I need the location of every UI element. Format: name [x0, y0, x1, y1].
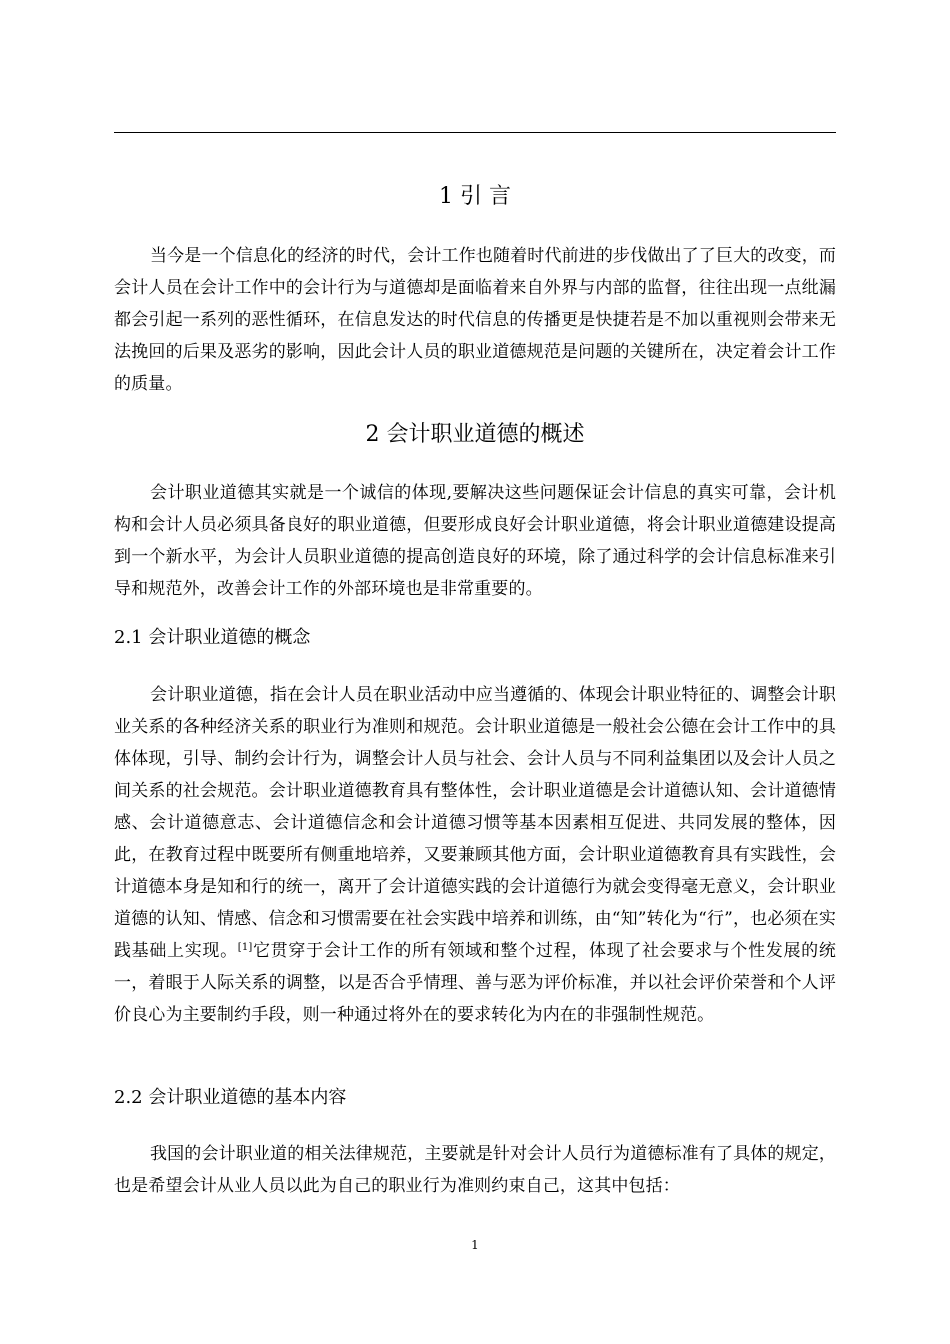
section-1-paragraph: 当今是一个信息化的经济的时代，会计工作也随着时代前进的步伐做出了了巨大的改变，而会计人员在会计工作中的会计行为与道德却是面临着来自外界与内部的监督，往往出现一点纰漏都会引起一系列的恶性循环，在信息发达的时代信息的传播更是快捷若是不加以重视则会带来无法挽回的后果及恶劣的影响，因此会计人员的职业道德规范是问题的关键所在，决定着会计工作的质量。	[114, 246, 836, 394]
section-2-1-paragraph	[114, 679, 836, 1031]
page-number: 1	[471, 1238, 479, 1252]
header-rule	[114, 132, 836, 133]
section-2-1-text-part1: 会计职业道德，指在会计人员在职业活动中应当遵循的、体现会计职业特征的、调整会计职业关系的各种经济关系的职业行为准则和规范。会计职业道德是一般社会公德在会计工作中的具体体现，引导、制约会计行为，调整会计人员与社会、会计人员与不同利益集团以及会计人员之间关系的社会规范。会计职业道德教育具有整体性，会计职业道德是会计道德认知、会计道德情感、会计道德意志、会计道德信念和会计道德习惯等基本因素相互促进、共同发展的整体，因此，在教育过程中既要所有侧重地培养，又要兼顾其他方面，会计职业道德教育具有实践性，会计道德本身是知和行的统一，离开了会计道德实践的会计道德行为就会变得毫无意义，会计职业道德的认知、情感、信念和习惯需要在社会实践中培养和训练，由“知”转化为“行”，也必须在实践基础上实现。	[114, 685, 836, 961]
section-2-1-heading: 2.1 会计职业道德的概念	[114, 627, 311, 648]
section-2-heading: 2 会计职业道德的概述	[365, 422, 585, 447]
section-2-2-paragraph: 我国的会计职业道的相关法律规范，主要就是针对会计人员行为道德标准有了具体的规定，也是希望会计从业人员以此为自己的职业行为准则约束自己，这其中包括：	[114, 1144, 836, 1196]
citation-reference[interactable]: [1]	[237, 942, 253, 953]
section-1-heading: 1 引 言	[439, 184, 511, 209]
section-2-paragraph: 会计职业道德其实就是一个诚信的体现,要解决这些问题保证会计信息的真实可靠，会计机构和会计人员必须具备良好的职业道德，但要形成良好会计职业道德，将会计职业道德建设提高到一个新水平，为会计人员职业道德的提高创造良好的环境，除了通过科学的会计信息标准来引导和规范外，改善会计工作的外部环境也是非常重要的。	[114, 483, 836, 599]
section-2-1-text-part2: 它贯穿于会计工作的所有领域和整个过程，体现了社会要求与个性发展的统一，着眼于人际关系的调整，以是否合乎情理、善与恶为评价标准，并以社会评价荣誉和个人评价良心为主要制约手段，则一种通过将外在的要求转化为内在的非强制性规范。	[114, 941, 836, 1025]
section-2-2-heading: 2.2 会计职业道德的基本内容	[114, 1087, 347, 1108]
